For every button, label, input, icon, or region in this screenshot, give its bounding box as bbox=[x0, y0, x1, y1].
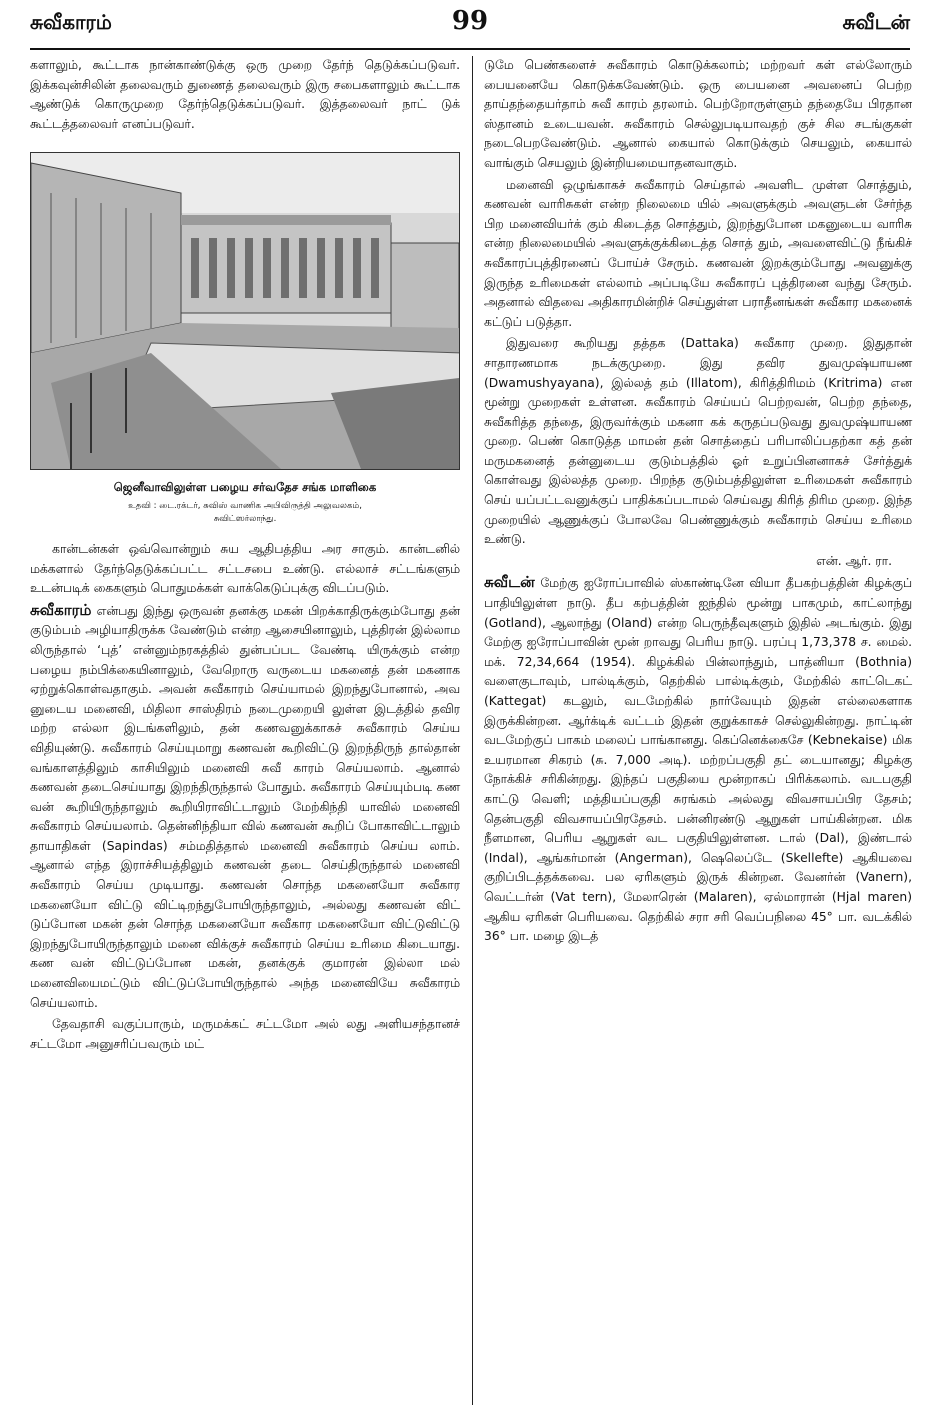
photo-caption: ஜெனீவாவிலுள்ள பழைய சர்வதேச சங்க மாளிகை bbox=[113, 480, 377, 495]
building-illustration bbox=[31, 153, 459, 469]
header-rule bbox=[30, 48, 910, 50]
column-divider bbox=[472, 56, 473, 1405]
entry-suvikaram bbox=[30, 601, 460, 1013]
photo-geneva-palace bbox=[30, 152, 460, 470]
paragraph-continued: டுமே பெண்களைச் சுவீகாரம் கொடுக்கலாம்; மற்றவர் கள் எல்லோரும் பையனையே கொடுக்கவேண்டும். ஒரு பையனை அவனைப் பெற்ற தாய்தந்தையர்தாம் சுவீ காரம் தரலாம். பெற்றோருள்ளும் தந்தையே பிரதான ஸ்தானம் உடையவன். சுவீகாரம் செல்லுபடியாவதற் குச் சில சடங்குகள் நடைபெறவேண்டும். ஆனால் கையால் கொடுக்கும் செயலும், கையால் வாங்கும் செயலும் இன்றியமையாதனவாகும். bbox=[484, 58, 912, 170]
entry-headword-sweden: சுவீடன் bbox=[484, 573, 535, 592]
entry-text: என்பது இந்து ஒருவன் தனக்கு மகன் பிறக்காதிருக்கும்போது தன் குடும்பம் அழியாதிருக்க வேண்டும் என்ற ஆசையினாலும், புத்திரன் இல்லாம லிருந்தால் ‘புத்’ என்னும்நரகத்தில் துன்பப்பட வேண்டி யிருக்கும் என்ற பழைய நம்பிக்கையினாலும், வேறொரு வருடைய மகனைத் தன் மகனாக ஏற்றுக்கொள்வதாகும். அவன் சுவீகாரம் செய்யாமல் இறந்துபோனால், அவ னுடைய மனைவி, மிதிலா சாஸ்திரம் நடைமுறையி லுள்ள இடத்தில் தவிர மற்ற எல்லா இடங்களிலும், தன் கணவனுக்காகச் சுவீகாரம் செய்ய விதியுண்டு. சுவீகாரம் செய்யுமாறு கணவன் கூறிவிட்டு இறந்திருந் தால்தான் வங்காளத்திலும் காசியிலும் மனைவி சுவீ காரம் செய்யலாம். ஆனால் கணவன் தடைசெய்யாது இறந்திருந்தால் போதும். சுவீகாரம் செய்யும்படி கண வன் கூறியிருந்தாலும் கூறியிராவிட்டாலும் மேற்கிந்தி யாவில் மனைவி சுவீகாரம் செய்யலாம். தென்னிந்தியா வில் கணவன் கூறிப் போகாவிட்டாலும் தாயாதிகள் (Sapindas) சம்மதித்தால் மனைவி சுவீகாரம் செய்ய லாம். ஆனால் எந்த இராச்சியத்திலும் கணவன் தடை செய்திருந்தால் மனைவி சுவீகாரம் செய்ய முடியாது. கணவன் சொந்த மகனையோ சுவீகார மகனையோ விட்டு விட்டிறந்துபோயிருந்தாலும், அல்லது கணவன் விட் டுப்போன மகன் தன் சொந்த மகனையோ சுவீகார மகனையோ விட்டுவிட்டு இறந்துபோயிருந்தாலும் மனை விக்குச் சுவீகாரம் செய்ய உரிமை கிடையாது. கண வன் விட்டுப்போன மகன், தனக்குக் குமாரன் இல்லா மல் மனைவியைமட்டும் விட்டுப்போயிருந்தால் அந்த மனைவியே சுவீகாரம் செய்யலாம். bbox=[30, 603, 461, 1010]
header-right-guide-word: சுவீடன் bbox=[842, 10, 910, 34]
header-left-guide-word: சுவீகாரம் bbox=[30, 10, 112, 34]
paragraph-wife-adoption: மனைவி ஒழுங்காகச் சுவீகாரம் செய்தால் அவளிட முள்ள சொத்தும், கணவன் வாரிசுகள் என்ற நிலைமை யில் அவளுக்கும் அவளுடன் சேர்ந்த பிற மனைவியர்க் கும் கிடைத்த சொத்தும், இறந்துபோன மகனுடைய வாரிசு என்ற நிலைமையில் அவளுக்குக்கிடைத்த சொத் தும், அவளைவிட்டு நீங்கிச் சுவீகாரப்புத்திரனைப் போய்ச் சேரும். கணவன் இறக்கும்போது அவனுக்கு இருந்த உரிமைகள் எல்லாம் அப்படியே சுவீகாரப் புத்திரனை வந்து சேரும். அதனால் விதவை அதிகாரமின்றிச் செய்துள்ள பராதீனங்கள் சுவீகார மகனைக் கட்டுப் படுத்தா. bbox=[484, 177, 912, 329]
left-column bbox=[30, 56, 460, 1415]
photo-credit-line1: உதவி : டை.ரக்டர், சுவிஸ் வாணிக அபிவிருத்தி அலுவலகம், bbox=[128, 500, 362, 511]
photo-credit-line2: சுவிட்ஸர்லாந்து. bbox=[213, 513, 277, 524]
page-number: 99 bbox=[451, 6, 489, 36]
right-column bbox=[484, 56, 912, 1415]
paragraph-dattaka: இதுவரை கூறியது தத்தக (Dattaka) சுவீகார முறை. இதுதான் சாதாரணமாக நடக்குமுறை. இது தவிர துவமுஷ்யாயண (Dwamushyayana), இல்லத் தம் (Illatom), கிரித்திரிமம் (Kritrima) என மூன்று முறைகள் உள்ளன. சுவீகாரம் செய்யப் பெற்றவன், பெற்ற தந்தை, சுவீகரித்த தந்தை, இருவர்க்கும் மகனா கக் கருதப்படுவது துவமுஷ்யாயண முறை. பெண் கொடுத்த மாமன் தன் சொத்தைப் பரிபாலிப்பதற்கா கத் தன் மருமகனைத் தன்னுடைய குடும்பத்தில் ஓர் உறுப்பினனாகச் சேர்த்துக் கொள்வது இல்லத்த முறை. பிறந்த குடும்பத்திலுள்ள உரிமைகள் சுவீகாரம் செய் யப்பட்டவனுக்குப் பாதிக்கப்படாமல் செய்வது கிரித் திரிம முறை. இந்த முறையில் ஆணுக்குப் போலவே பெண்ணுக்கும் சுவீகாரம் செய்ய உரிமை உண்டு. bbox=[484, 336, 912, 547]
entry-sweden bbox=[484, 573, 912, 946]
author-signature: என். ஆர். ரா. bbox=[816, 553, 892, 568]
paragraph-devadasi: தேவதாசி வகுப்பாரும், மருமக்கட் சட்டமோ அல் லது அளியசந்தானச் சட்டமோ அனுசரிப்பவரும் மட் bbox=[30, 1017, 460, 1051]
entry-text-sweden: மேற்கு ஐரோப்பாவில் ஸ்காண்டினே வியா தீபகற்பத்தின் கிழக்குப் பாதியிலுள்ள நாடு. தீப கற்பத்தின் ஐந்தில் மூன்று பாகமும், காட்லாந்து (Gotland), ஆலாந்து (Oland) என்ற பெருந்தீவுகளும் இதில் அடங்கும். இது மேற்கு ஐரோப்பாவின் மூன் றாவது பெரிய நாடு. பரப்பு 1,73,378 ச. மைல். மக். 72,34,664 (1954). கிழக்கில் பின்லாந்தும், பாத்னியா (Bothnia) வளைகுடாவும், பால்டிக்கும், தெற்கில் பால்டிக்கும், மேற்கில் காட்டெகட் (Kattegat) கடலும், வடமேற்கில் நார்வேயும் இதன் எல்லைகளாக இருக்கின்றன. ஆர்க்டிக் வட்டம் இதன் குறுக்காகச் செல்லுகின்றது. நாட்டின் வடமேற்குப் பாகம் மலைப் பாங்கானது. கெப்னெக்கைசே (Kebnekaise) மிக உயரமான சிகரம் (சு. 7,000 அடி). மற்றப்பகுதி தட் டையானது; கிழக்கு நோக்கிச் சரிகின்றது. இந்தப் பகுதியை மூன்றாகப் பிரிக்கலாம். வடபகுதி காட்டு வெளி; மத்தியப்பகுதி சுரங்கம் அல்லது விவசாயப்பிர தேசம்; தென்பகுதி விவசாயப்பிரதேசம். பன்னிரண்டு ஆறுகள் பாய்கின்றன. மிக நீளமான, பெரிய ஆறுகள் வட பகுதியிலுள்ளன. டால் (Dal), இண்டால் (Indal), ஆங்கர்மான் (Angerman), ஷெலெப்டே (Skellefte) ஆகியவை குறிப்பிடத்தக்கவை. பல ஏரிகளும் இருக் கின்றன. வேனர்ன் (Vanern), வெட்டர்ன் (Vat tern), மேலாரென் (Malaren), ஏல்மாரான் (Hjal maren) ஆகிய ஏரிகள் பெரியவை. தெற்கில் சரா சரி வெப்பநிலை 45° பா. வடக்கில் 36° பா. மழை இடத் bbox=[484, 576, 912, 944]
entry-headword: சுவீகாரம் bbox=[30, 600, 92, 619]
paragraph-council: களாலும், கூட்டாக நான்காண்டுக்கு ஒரு முறை தேர்ந் தெடுக்கப்படுவர். இக்கவுன்சிலின் தலைவரும் துணைத் தலைவரும் இரு சபைகளாலும் கூட்டாக ஆண்டுக் கொருமுறை தேர்ந்தெடுக்கப்படுவர். இத்தலைவர் நாட் டுக் கூட்டத்தலைவர் எனப்படுவர். bbox=[30, 58, 460, 131]
page-header bbox=[30, 6, 910, 46]
paragraph-cantons: கான்டன்கள் ஒவ்வொன்றும் சுய ஆதிபத்திய அர சாகும். கான்டனில் மக்களால் தேர்ந்தெடுக்கப்பட்ட சட்டசபை உண்டு. எல்லாச் சட்டங்களும் உடன்படிக் கைகளும் பொதுமக்கள் வாக்கெடுப்புக்கு விடப்படும். bbox=[30, 541, 460, 596]
